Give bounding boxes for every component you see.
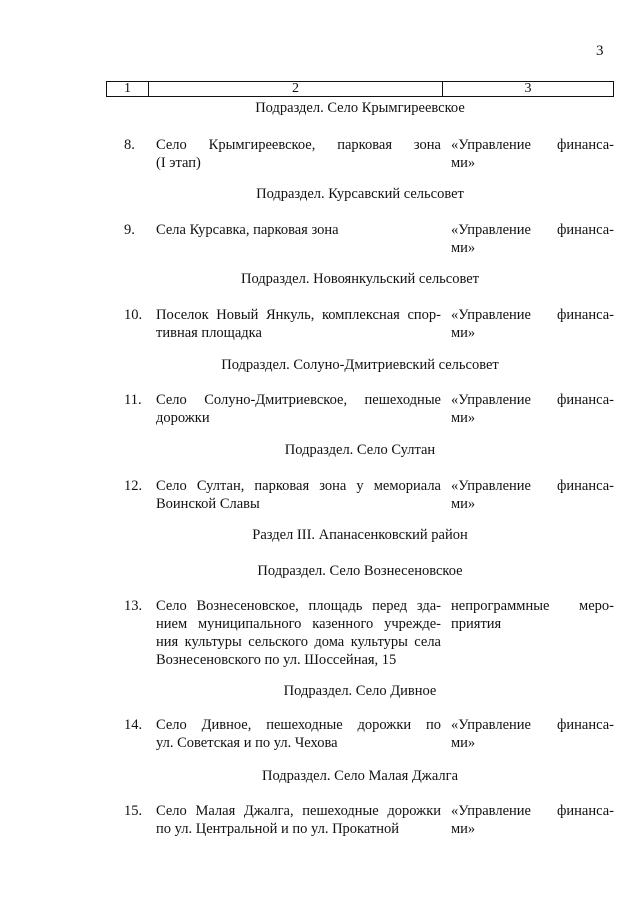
row-funding-source xyxy=(451,477,614,513)
row-description xyxy=(156,391,441,427)
description-line: (I этап) xyxy=(156,155,201,171)
description-line: нием муниципального казенного учрежде- xyxy=(156,616,441,632)
description-line: по ул. Центральной и по ул. Прокатной xyxy=(156,821,400,837)
section-heading: Подраздел. Село Вознесеновское xyxy=(257,563,463,579)
row-funding-source xyxy=(451,306,614,342)
funding-line: ми» xyxy=(451,821,476,837)
funding-line: «Управление финанса- xyxy=(451,717,614,733)
description-line: Воинской Славы xyxy=(156,496,260,512)
description-line: дорожки xyxy=(156,410,210,426)
row-number: 13. xyxy=(124,598,143,614)
row-description xyxy=(156,477,441,513)
funding-line: «Управление финанса- xyxy=(451,307,614,323)
section-heading: Подраздел. Село Султан xyxy=(284,442,436,458)
description-line: Село Малая Джалга, пешеходные дорожки xyxy=(156,803,441,819)
description-line: ул. Советская и по ул. Чехова xyxy=(156,735,338,751)
table-header xyxy=(106,81,614,97)
section-heading: Раздел III. Апанасенковский район xyxy=(252,527,468,543)
row-description xyxy=(156,221,441,239)
description-line: Село Крымгиреевское, парковая зона xyxy=(156,137,441,153)
section-heading: Подраздел. Село Дивное xyxy=(283,683,437,699)
description-line: Поселок Новый Янкуль, комплексная спор- xyxy=(156,307,441,323)
row-number: 14. xyxy=(124,717,143,733)
row-description xyxy=(156,136,441,172)
row-funding-source xyxy=(451,136,614,172)
row-funding-source xyxy=(451,391,614,427)
row-funding-source xyxy=(451,716,614,752)
header-col-1: 1 xyxy=(107,82,149,96)
funding-line: «Управление финанса- xyxy=(451,478,614,494)
row-description xyxy=(156,306,441,342)
description-line: Село Солуно-Дмитриевское, пешеходные xyxy=(156,392,441,408)
funding-line: «Управление финанса- xyxy=(451,137,614,153)
description-line: Село Султан, парковая зона у мемориала xyxy=(156,478,441,494)
row-description xyxy=(156,716,441,752)
row-funding-source xyxy=(451,221,614,257)
description-line: тивная площадка xyxy=(156,325,262,341)
row-number: 8. xyxy=(124,137,135,153)
section-heading: Подраздел. Курсавский сельсовет xyxy=(256,186,464,202)
funding-line: «Управление финанса- xyxy=(451,392,614,408)
row-number: 11. xyxy=(124,392,142,408)
row-number: 12. xyxy=(124,478,143,494)
page-number: 3 xyxy=(596,43,604,59)
funding-line: ми» xyxy=(451,496,476,512)
section-heading: Подраздел. Село Малая Джалга xyxy=(261,768,459,784)
row-funding-source xyxy=(451,597,614,633)
section-heading: Подраздел. Новоянкульский сельсовет xyxy=(240,271,480,287)
funding-line: ми» xyxy=(451,325,476,341)
row-description xyxy=(156,802,441,838)
funding-line: непрограммные меро- xyxy=(451,598,614,614)
funding-line: «Управление финанса- xyxy=(451,222,614,238)
section-heading: Подраздел. Солуно-Дмитриевский сельсовет xyxy=(221,357,499,373)
description-line: Вознесеновского по ул. Шоссейная, 15 xyxy=(156,652,397,668)
funding-line: ми» xyxy=(451,410,476,426)
funding-line: ми» xyxy=(451,240,476,256)
row-number: 15. xyxy=(124,803,143,819)
funding-line: приятия xyxy=(451,616,502,632)
row-funding-source xyxy=(451,802,614,838)
funding-line: ми» xyxy=(451,155,476,171)
description-line: Село Дивное, пешеходные дорожки по xyxy=(156,717,441,733)
funding-line: ми» xyxy=(451,735,476,751)
description-line: ния культуры сельского дома культуры села xyxy=(156,634,441,650)
section-heading: Подраздел. Село Крымгиреевское xyxy=(255,100,465,116)
funding-line: «Управление финанса- xyxy=(451,803,614,819)
row-number: 10. xyxy=(124,307,143,323)
header-col-2: 2 xyxy=(149,82,443,96)
description-line: Села Курсавка, парковая зона xyxy=(156,222,339,238)
row-description xyxy=(156,597,441,669)
header-col-3: 3 xyxy=(524,81,532,96)
row-number: 9. xyxy=(124,222,135,238)
description-line: Село Вознесеновское, площадь перед зда- xyxy=(156,598,441,614)
